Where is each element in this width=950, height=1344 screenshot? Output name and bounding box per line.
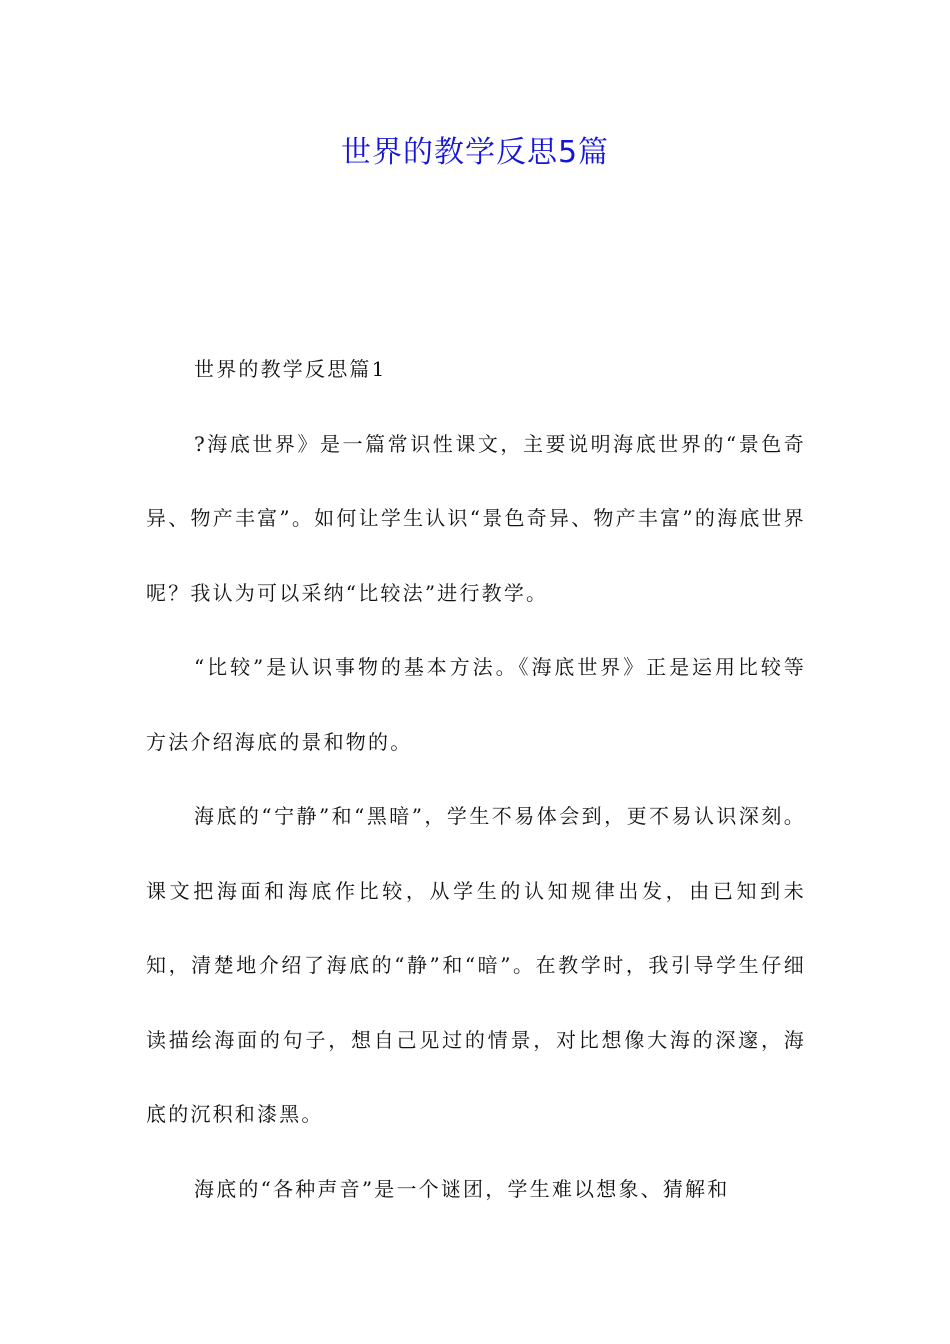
section-heading: 世界的教学反思篇1 xyxy=(194,357,387,381)
paragraph-4: 海底的“各种声音”是一个谜团，学生难以想象、猜解和 xyxy=(194,1176,730,1201)
document-title: 世界的教学反思5篇 xyxy=(340,135,610,170)
document-body xyxy=(146,332,806,1226)
paragraph-1: ?海底世界》是一篇常识性课文，主要说明海底世界的“景色奇异、物产丰富”。如何让学生认识“景色奇异、物产丰富”的海底世界呢？我认为可以采纳“比较法”进行教学。 xyxy=(146,431,806,605)
paragraph-2: “比较”是认识事物的基本方法。《海底世界》正是运用比较等方法介绍海底的景和物的。 xyxy=(146,655,806,754)
paragraph-3: 海底的“宁静”和“黑暗”，学生不易体会到，更不易认识深刻。课文把海面和海底作比较，从学生的认知规律出发，由已知到未知，清楚地介绍了海底的“静”和“暗”。在教学时，我引导学生仔细读描绘海面的句子，想自己见过的情景，对比想像大海的深邃，海底的沉积和漆黑。 xyxy=(146,804,806,1126)
